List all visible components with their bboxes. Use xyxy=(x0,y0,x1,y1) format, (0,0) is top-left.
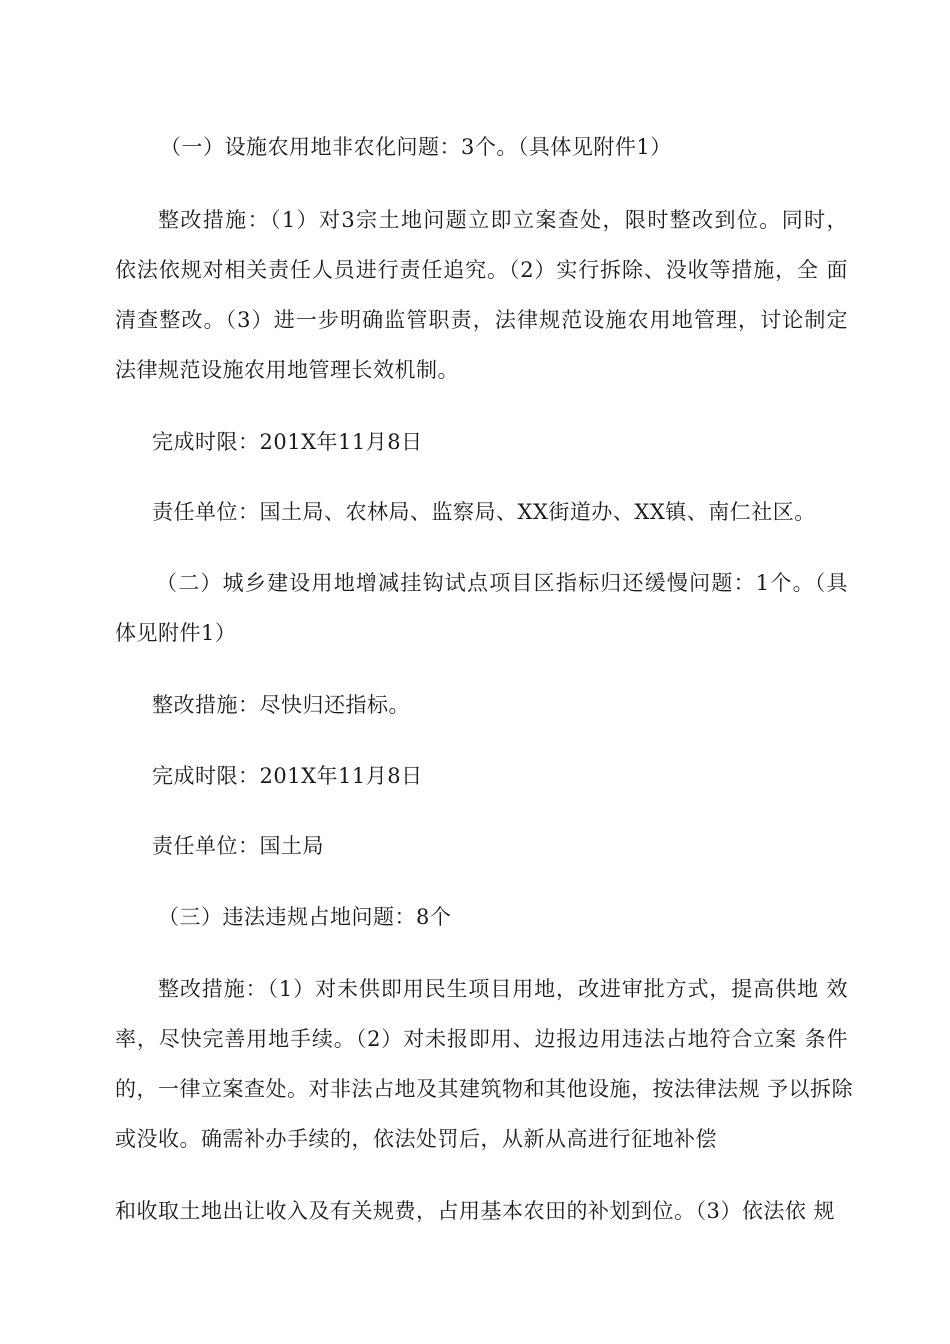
section-1-deadline: 完成时限：201X年11月8日 xyxy=(152,430,423,454)
section-3-measures-line-3: 的，一律立案查处。对非法占地及其建筑物和其他设施，按法律法规 予以拆除 xyxy=(115,1077,854,1101)
section-3-measures-line-2: 率，尽快完善用地手续。（2）对未报即用、边报边用违法占地符合立案 条件 xyxy=(115,1027,848,1051)
section-1-measures-line-4: 法律规范设施农用地管理长效机制。 xyxy=(115,358,459,382)
section-3-measures-line-1: 整改措施：（1）对未供即用民生项目用地，改进审批方式，提高供地 效 xyxy=(158,977,848,1001)
section-1-responsible: 责任单位：国土局、农林局、监察局、XX街道办、XX镇、南仁社区。 xyxy=(152,500,816,524)
section-3-measures-line-4: 或没收。确需补办手续的，依法处罚后，从新从高进行征地补偿 xyxy=(115,1127,717,1151)
section-3-measures-line-5: 和收取土地出让收入及有关规费，占用基本农田的补划到位。（3）依法依 规 xyxy=(115,1199,836,1223)
section-2-responsible: 责任单位：国土局 xyxy=(152,834,324,858)
section-2-deadline: 完成时限：201X年11月8日 xyxy=(152,764,423,788)
section-1-measures-line-3: 清查整改。（3）进一步明确监管职责，法律规范设施农用地管理，讨论制定 xyxy=(115,308,848,332)
section-1-heading: （一）设施农用地非农化问题：3个。（具体见附件1） xyxy=(160,135,672,159)
section-1-measures-line-1: 整改措施：（1）对3宗土地问题立即立案查处，限时整改到位。同时， xyxy=(158,208,848,232)
section-1-measures-line-2: 依法依规对相关责任人员进行责任追究。（2）实行拆除、没收等措施，全 面 xyxy=(115,258,848,282)
section-2-heading-line-1: （二）城乡建设用地增减挂钩试点项目区指标归还缓慢问题：1个。（具 xyxy=(156,571,848,595)
section-2-heading-line-2: 体见附件1） xyxy=(115,621,237,645)
section-2-measures: 整改措施：尽快归还指标。 xyxy=(152,693,410,717)
section-3-heading: （三）违法违规占地问题：8个 xyxy=(158,905,452,929)
